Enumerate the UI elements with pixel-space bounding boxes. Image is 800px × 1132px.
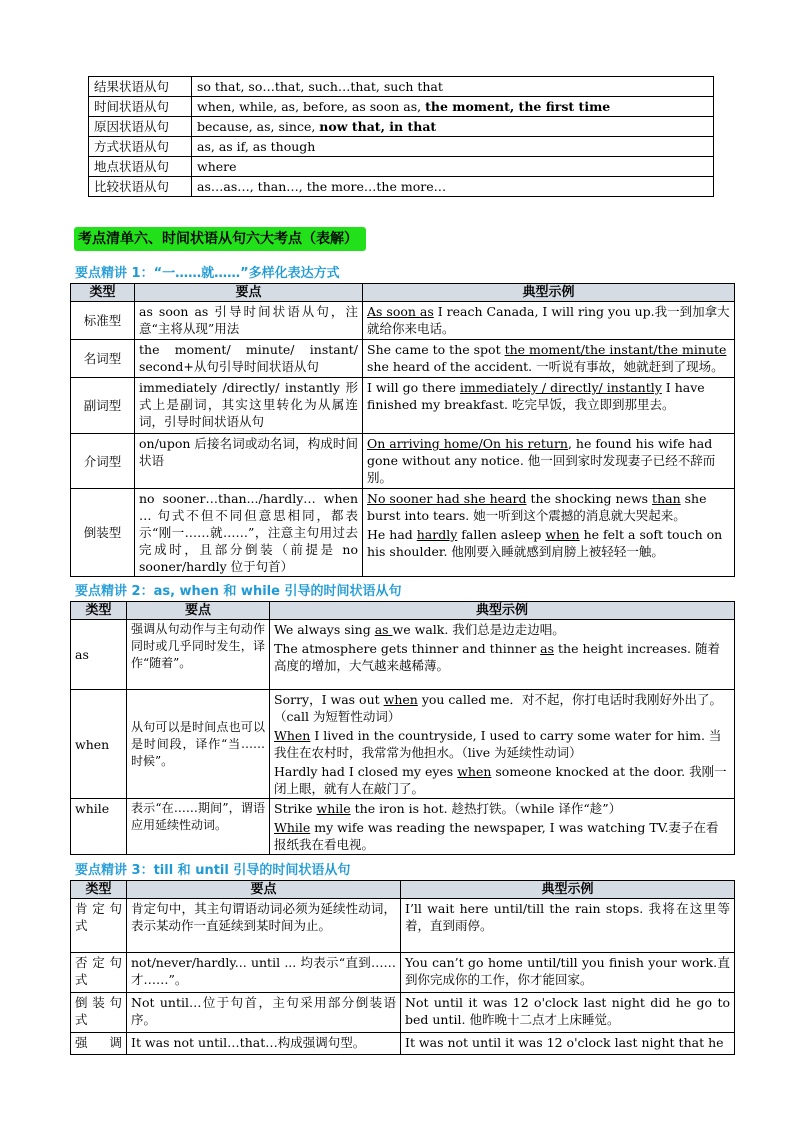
conjunctions: where: [192, 157, 714, 177]
type-cell: 肯 定 句式: [71, 899, 127, 953]
point-cell: 表示“在……期间”，谓语应用延续性动词。: [127, 799, 270, 855]
header-type: 类型: [71, 284, 135, 302]
example-cell: It was not until it was 12 o'clock last night that he: [401, 1033, 735, 1055]
example-line: Strike while the iron is hot. 趁热打铁。（while 译作“趁”）: [274, 801, 622, 816]
part3-heading: 要点精讲 3：till 和 until 引导的时间状语从句: [75, 863, 351, 878]
type-cell: 倒 装 句式: [71, 993, 127, 1033]
table-row: [71, 1033, 735, 1055]
conjunctions: so that, so…that, such…that, such that: [192, 77, 714, 97]
example-line: Sorry，I was out when you called me．对不起，你打电话时我刚好外出了。（call 为短暂性动词）: [274, 692, 723, 724]
summary-row: [89, 77, 714, 97]
example-cell: [270, 620, 735, 690]
example-line: The atmosphere gets thinner and thinner as the height increases. 随着高度的增加，大气越来越稀薄。: [274, 641, 720, 673]
example-line: Hardly had I closed my eyes when someone knocked at the door. 我刚一闭上眼，就有人在敲门了。: [274, 764, 727, 796]
example-cell: You can’t go home until/till you finish your work.直到你完成你的工作，你才能回家。: [401, 953, 735, 993]
example-cell: Not until it was 12 o'clock last night did he go to bed until. 他昨晚十二点才上床睡觉。: [401, 993, 735, 1033]
example-cell: I’ll wait here until/till the rain stops. 我将在这里等着，直到雨停。: [401, 899, 735, 953]
header-example: 典型示例: [401, 881, 735, 899]
example-line: No sooner had she heard the shocking news than she burst into tears. 她一听到这个震撼的消息就大哭起来。: [367, 491, 707, 523]
type-cell: when: [71, 690, 127, 799]
part2-heading: 要点精讲 2：as, when 和 while 引导的时间状语从句: [75, 584, 402, 599]
conjunctions: when, while, as, before, as soon as, the moment, the first time: [192, 97, 714, 117]
summary-row: [89, 137, 714, 157]
type-cell: 介词型: [71, 434, 135, 489]
point-cell: 从句可以是时间点也可以是时间段，译作“当……时候”。: [127, 690, 270, 799]
type-cell: 名词型: [71, 340, 135, 378]
point-cell: no sooner…than.../hardly… when … 句式不但不同但意思相同，都表示“刚一……就……”，注意主句用过去完成时，且部分倒装（前提是 no sooner/hardly 位于句首）: [135, 489, 363, 577]
summary-row: [89, 177, 714, 197]
conjunctions: as, as if, as though: [192, 137, 714, 157]
point-cell: on/upon 后接名词或动名词，构成时间状语: [135, 434, 363, 489]
point-cell: 肯定句中，其主句谓语动词必须为延续性动词，表示某动作一直延续到某时间为止。: [127, 899, 401, 953]
type-cell: while: [71, 799, 127, 855]
type-cell: 强 调: [71, 1033, 127, 1055]
type-cell: as: [71, 620, 127, 690]
table-row: [71, 899, 735, 953]
clause-type: 方式状语从句: [89, 137, 192, 157]
clause-summary-table: [88, 76, 714, 197]
conjunctions: because, as, since, now that, in that: [192, 117, 714, 137]
point-cell: the moment/ minute/ instant/ second+从句引导时间状语从句: [135, 340, 363, 378]
summary-row: [89, 157, 714, 177]
part3-table: [70, 880, 735, 1055]
type-cell: 副词型: [71, 378, 135, 434]
table-row: [71, 993, 735, 1033]
example-line: While my wife was reading the newspaper, I was watching TV.妻子在看报纸我在看电视。: [274, 820, 719, 852]
header-point: 要点: [127, 881, 401, 899]
example-cell: [270, 690, 735, 799]
table-row: [71, 953, 735, 993]
clause-type: 时间状语从句: [89, 97, 192, 117]
type-cell: 否 定 句式: [71, 953, 127, 993]
clause-type: 地点状语从句: [89, 157, 192, 177]
header-example: 典型示例: [270, 602, 735, 620]
type-cell: 倒装型: [71, 489, 135, 577]
clause-type: 原因状语从句: [89, 117, 192, 137]
point-cell: It was not until…that…构成强调句型。: [127, 1033, 401, 1055]
header-type: 类型: [71, 602, 127, 620]
header-example: 典型示例: [363, 284, 735, 302]
point-cell: not/never/hardly... until ... 均表示“直到……才……”。: [127, 953, 401, 993]
point-cell: immediately /directly/ instantly 形式上是副词，其实这里转化为从属连词，引导时间状语从句: [135, 378, 363, 434]
example-cell: [270, 799, 735, 855]
type-cell: 标准型: [71, 302, 135, 340]
header-point: 要点: [135, 284, 363, 302]
example-cell: As soon as I reach Canada, I will ring you up.我一到加拿大就给你来电话。: [363, 302, 735, 340]
point-cell: Not until…位于句首，主句采用部分倒装语序。: [127, 993, 401, 1033]
summary-row: [89, 97, 714, 117]
section-title: 考点清单六、时间状语从句六大考点（表解）: [74, 227, 366, 251]
example-cell: On arriving home/On his return, he found his wife had gone without any notice. 他一回到家时发现妻子已经不辞而别。: [363, 434, 735, 489]
summary-row: [89, 117, 714, 137]
header-point: 要点: [127, 602, 270, 620]
part1-table: [70, 283, 735, 577]
point-cell: as soon as 引导时间状语从句，注意“主将从现”用法: [135, 302, 363, 340]
example-line: When I lived in the countryside, I used to carry some water for him. 当我住在农村时，我常常为他担水。（live 为延续性动词）: [274, 728, 722, 760]
conjunctions: as…as…, than…, the more…the more…: [192, 177, 714, 197]
clause-type: 结果状语从句: [89, 77, 192, 97]
example-cell: I will go there immediately / directly/ instantly I have finished my breakfast. 吃完早饭，我立即到那里去。: [363, 378, 735, 434]
example-cell: She came to the spot the moment/the instant/the minute she heard of the accident. 一听说有事故，她就赶到了现场。: [363, 340, 735, 378]
part1-heading: 要点精讲 1：“一……就……”多样化表达方式: [75, 266, 340, 281]
point-cell: 强调从句动作与主句动作同时或几乎同时发生，译作“随着”。: [127, 620, 270, 690]
example-line: He had hardly fallen asleep when he felt a soft touch on his shoulder. 他刚要入睡就感到肩膀上被轻轻一触。: [367, 527, 723, 559]
example-cell: [363, 489, 735, 577]
header-type: 类型: [71, 881, 127, 899]
part2-table: [70, 601, 735, 855]
clause-type: 比较状语从句: [89, 177, 192, 197]
example-line: We always sing as we walk. 我们总是边走边唱。: [274, 622, 565, 637]
